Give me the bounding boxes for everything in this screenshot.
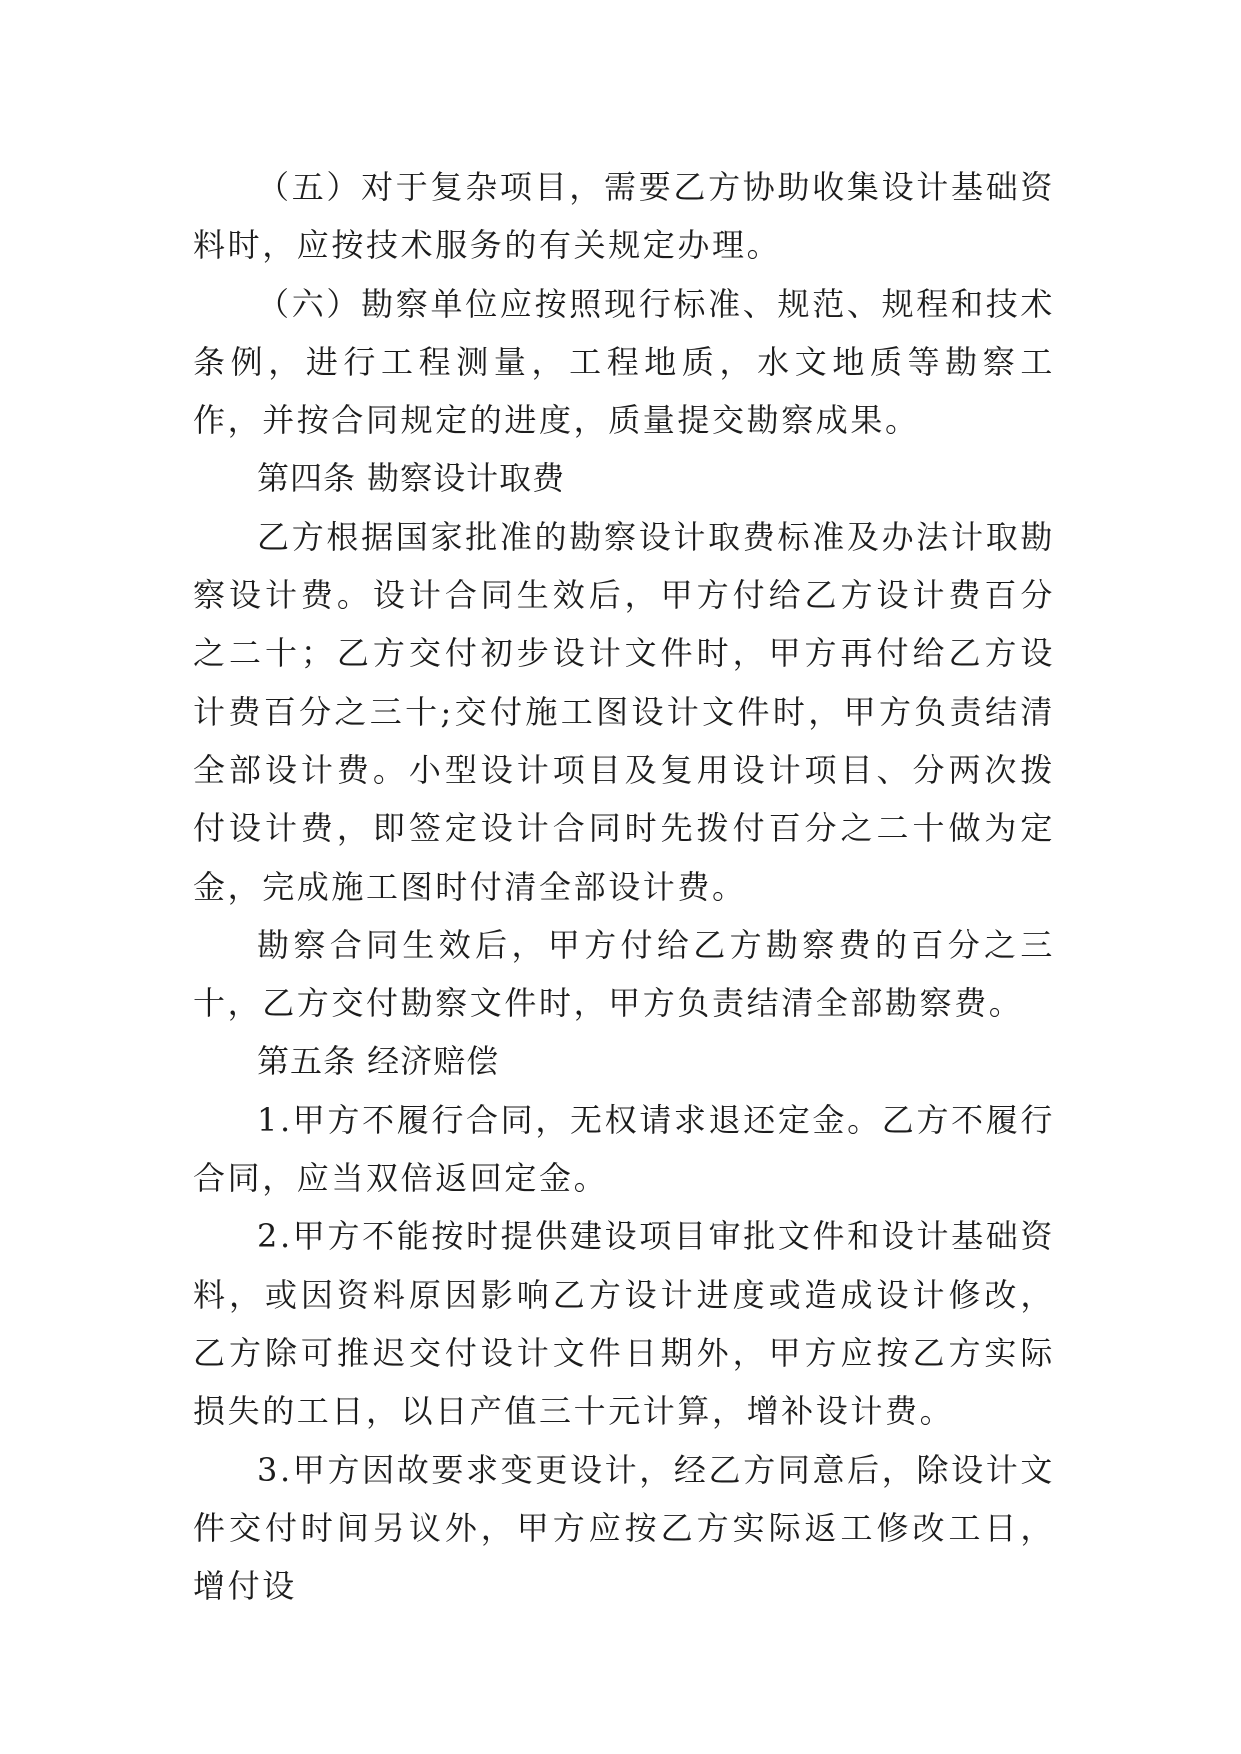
article-5-item-2: 2.甲方不能按时提供建设项目审批文件和设计基础资料，或因资料原因影响乙方设计进度或造成设计修改，乙方除可推迟交付设计文件日期外，甲方应按乙方实际损失的工日，以日产值三十元计算，增补设计费。	[193, 1217, 1055, 1431]
article-4-heading: 第四条 勘察设计取费	[257, 459, 566, 498]
article-4-survey-fee: 勘察合同生效后，甲方付给乙方勘察费的百分之三十，乙方交付勘察文件时，甲方负责结清全部勘察费。	[193, 925, 1055, 1023]
clause-3-item-5: （五）对于复杂项目，需要乙方协助收集设计基础资料时，应按技术服务的有关规定办理。	[193, 168, 1055, 265]
clause-3-item-6: （六）勘察单位应按照现行标准、规范、规程和技术条例，进行工程测量，工程地质，水文地质等勘察工作，并按合同规定的进度，质量提交勘察成果。	[193, 284, 1055, 440]
article-5-item-1: 1.甲方不履行合同，无权请求退还定金。乙方不履行合同，应当双倍返回定金。	[193, 1100, 1055, 1198]
article-5-heading: 第五条 经济赔偿	[257, 1042, 500, 1081]
article-4-design-fee: 乙方根据国家批准的勘察设计取费标准及办法计取勘察设计费。设计合同生效后，甲方付给乙方设计费百分之二十；乙方交付初步设计文件时，甲方再付给乙方设计费百分之三十;交付施工图设计文件时，甲方负责结清全部设计费。小型设计项目及复用设计项目、分两次拨付设计费，即签定设计合同时先拨付百分之二十做为定金，完成施工图时付清全部设计费。	[193, 517, 1055, 906]
document-body	[193, 158, 1055, 1615]
article-5-item-3: 3.甲方因故要求变更设计，经乙方同意后，除设计文件交付时间另议外，甲方应按乙方实际返工修改工日，增付设	[193, 1450, 1055, 1606]
